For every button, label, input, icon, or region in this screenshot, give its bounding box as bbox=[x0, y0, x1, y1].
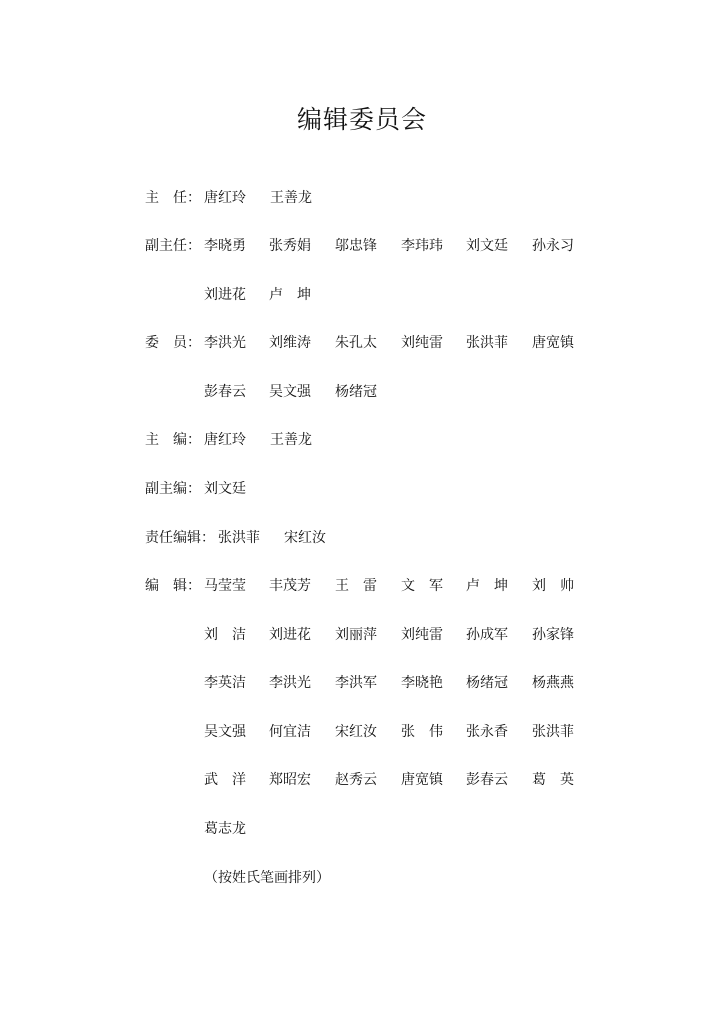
person-name: 杨绪冠 bbox=[335, 384, 377, 400]
person-name: 卢 坤 bbox=[269, 287, 311, 303]
person-name: 卢 坤 bbox=[466, 578, 508, 594]
person-name: 唐宽镇 bbox=[401, 772, 443, 788]
person-name: 孙家锋 bbox=[532, 627, 574, 643]
person-name: 张洪菲 bbox=[466, 335, 508, 351]
person-name: 刘文廷 bbox=[204, 481, 246, 497]
person-name: 朱孔太 bbox=[335, 335, 377, 351]
person-name: 宋红汝 bbox=[335, 724, 377, 740]
person-name: 马莹莹 bbox=[204, 578, 246, 594]
person-name: 赵秀云 bbox=[335, 772, 377, 788]
person-name: 孙成军 bbox=[466, 627, 508, 643]
person-name: 吴文强 bbox=[204, 724, 246, 740]
person-name: 杨绪冠 bbox=[466, 675, 508, 691]
person-name: 武 洋 bbox=[204, 772, 246, 788]
person-name: 郑昭宏 bbox=[269, 772, 311, 788]
person-name: 李洪军 bbox=[335, 675, 377, 691]
committee-label: 委 员： bbox=[145, 335, 201, 351]
person-name: 张 伟 bbox=[401, 724, 443, 740]
person-name: 李洪光 bbox=[204, 335, 246, 351]
person-name: 吴文强 bbox=[269, 384, 311, 400]
person-name: 宋红汝 bbox=[284, 530, 326, 546]
person-name: 张洪菲 bbox=[532, 724, 574, 740]
chief-editor-label: 主 编： bbox=[145, 432, 201, 448]
person-name: 刘进花 bbox=[269, 627, 311, 643]
director-label: 主 任： bbox=[145, 190, 201, 206]
person-name: 刘纯雷 bbox=[401, 335, 443, 351]
deputy-chief-editor-label: 副主编： bbox=[145, 481, 201, 497]
person-name: 李玮玮 bbox=[401, 238, 443, 254]
person-name: 唐红玲 bbox=[204, 432, 246, 448]
person-name: 葛志龙 bbox=[204, 821, 246, 837]
person-name: 文 军 bbox=[401, 578, 443, 594]
person-name: 邬忠锋 bbox=[335, 238, 377, 254]
person-name: 葛 英 bbox=[532, 772, 574, 788]
person-name: 唐红玲 bbox=[204, 190, 246, 206]
editors-label: 编 辑： bbox=[145, 578, 201, 594]
person-name: 彭春云 bbox=[466, 772, 508, 788]
person-name: 何宜洁 bbox=[269, 724, 311, 740]
person-name: 张秀娟 bbox=[269, 238, 311, 254]
person-name: 刘进花 bbox=[204, 287, 246, 303]
person-name: 唐宽镇 bbox=[532, 335, 574, 351]
person-name: 李洪光 bbox=[269, 675, 311, 691]
person-name: 张永香 bbox=[466, 724, 508, 740]
person-name: 王 雷 bbox=[335, 578, 377, 594]
person-name: 彭春云 bbox=[204, 384, 246, 400]
person-name: 刘文廷 bbox=[466, 238, 508, 254]
page-title: 编辑委员会 bbox=[296, 105, 427, 134]
person-name: 刘丽萍 bbox=[335, 627, 377, 643]
person-name: 王善龙 bbox=[270, 432, 312, 448]
ordering-note: （按姓氏笔画排列） bbox=[204, 870, 330, 886]
person-name: 孙永习 bbox=[532, 238, 574, 254]
person-name: 刘 洁 bbox=[204, 627, 246, 643]
person-name: 张洪菲 bbox=[218, 530, 260, 546]
person-name: 王善龙 bbox=[270, 190, 312, 206]
person-name: 刘 帅 bbox=[532, 578, 574, 594]
person-name: 李英洁 bbox=[204, 675, 246, 691]
deputy-director-label: 副主任： bbox=[145, 238, 201, 254]
person-name: 刘纯雷 bbox=[401, 627, 443, 643]
person-name: 李晓艳 bbox=[401, 675, 443, 691]
person-name: 丰茂芳 bbox=[269, 578, 311, 594]
person-name: 李晓勇 bbox=[204, 238, 246, 254]
person-name: 刘维涛 bbox=[269, 335, 311, 351]
responsible-editor-label: 责任编辑： bbox=[145, 530, 215, 546]
person-name: 杨燕燕 bbox=[532, 675, 574, 691]
